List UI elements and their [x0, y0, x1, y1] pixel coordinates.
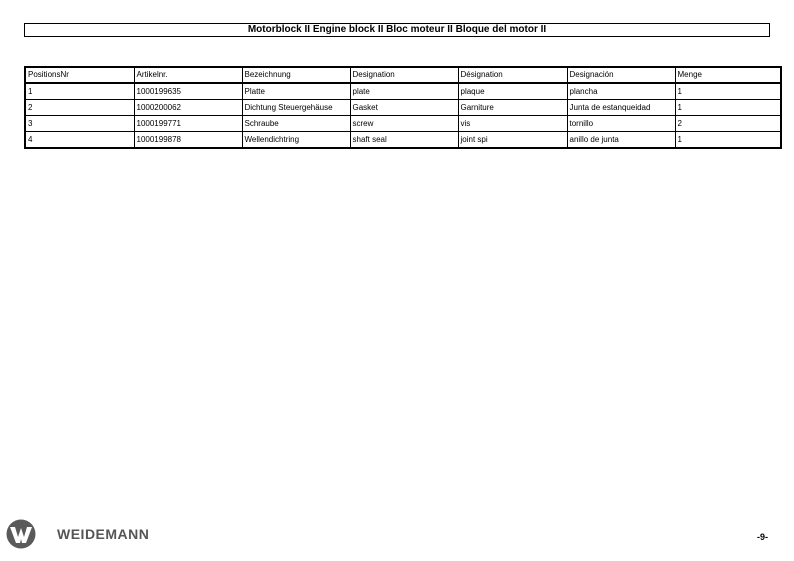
- cell-designation-fr: Garniture: [458, 100, 567, 116]
- cell-designation-fr: vis: [458, 116, 567, 132]
- cell-article-nr: 1000199771: [134, 116, 242, 132]
- cell-quantity: 1: [675, 132, 781, 149]
- cell-bezeichnung: Schraube: [242, 116, 350, 132]
- header-designation-fr: Désignation: [458, 67, 567, 83]
- cell-article-nr: 1000199878: [134, 132, 242, 149]
- cell-position: 3: [25, 116, 134, 132]
- cell-quantity: 2: [675, 116, 781, 132]
- cell-position: 2: [25, 100, 134, 116]
- cell-designation-fr: joint spi: [458, 132, 567, 149]
- cell-designation-es: anillo de junta: [567, 132, 675, 149]
- cell-article-nr: 1000200062: [134, 100, 242, 116]
- cell-article-nr: 1000199635: [134, 83, 242, 100]
- cell-quantity: 1: [675, 100, 781, 116]
- table-row: [25, 100, 781, 116]
- cell-bezeichnung: Platte: [242, 83, 350, 100]
- page-number: -9-: [757, 532, 768, 542]
- cell-position: 1: [25, 83, 134, 100]
- weidemann-w-logo-icon: [6, 519, 36, 549]
- cell-designation-en: screw: [350, 116, 458, 132]
- cell-quantity: 1: [675, 83, 781, 100]
- table-row: [25, 83, 781, 100]
- cell-designation-en: Gasket: [350, 100, 458, 116]
- header-article-nr: Artikelnr.: [134, 67, 242, 83]
- header-designation-en: Designation: [350, 67, 458, 83]
- table-header-row: [25, 67, 781, 83]
- header-quantity: Menge: [675, 67, 781, 83]
- cell-designation-en: plate: [350, 83, 458, 100]
- cell-designation-es: plancha: [567, 83, 675, 100]
- cell-designation-en: shaft seal: [350, 132, 458, 149]
- cell-bezeichnung: Dichtung Steuergehäuse: [242, 100, 350, 116]
- cell-position: 4: [25, 132, 134, 149]
- page-title: Motorblock II Engine block II Bloc moteur II Bloque del motor II: [24, 23, 770, 37]
- cell-designation-fr: plaque: [458, 83, 567, 100]
- header-position-nr: PositionsNr: [25, 67, 134, 83]
- cell-designation-es: tornillo: [567, 116, 675, 132]
- header-designation-es: Designación: [567, 67, 675, 83]
- brand-name: WEIDEMANN: [57, 526, 150, 542]
- table-row: [25, 132, 781, 149]
- cell-designation-es: Junta de estanqueidad: [567, 100, 675, 116]
- parts-table: [24, 66, 782, 149]
- cell-bezeichnung: Wellendichtring: [242, 132, 350, 149]
- header-bezeichnung: Bezeichnung: [242, 67, 350, 83]
- table-row: [25, 116, 781, 132]
